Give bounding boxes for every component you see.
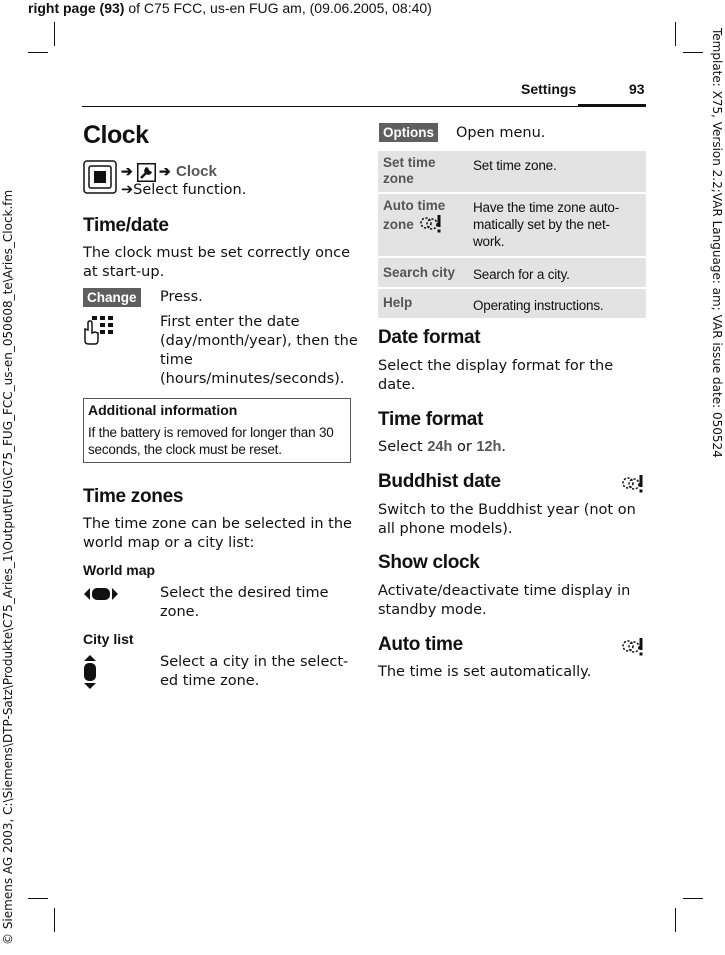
show-clock-text: Activate/deactivate time display in standby mode. [378,583,631,618]
option-12h: 12h [476,439,502,455]
info-title: Additional information [88,402,238,418]
option-value: Search for a city. [473,267,570,282]
time-date-intro: The clock must be set correctly once at start-up. [83,245,351,280]
option-value: Set time zone. [473,158,557,173]
page-title: Clock [83,121,149,149]
world-map-label: World map [83,562,156,578]
menu-path-clock: Clock [176,163,217,180]
date-format-heading: Date format [378,327,481,348]
print-slug-top: right page (93) of C75 FCC, us-en FUG am, (09.06.2005, 08:40) [28,0,432,16]
city-list-label: City list [83,631,134,647]
crop-mark [54,22,55,46]
keypad-hand-icon [83,315,117,349]
option-value: Have the time zone auto-matically set by the net-work. [473,200,620,249]
page-number: 93 [629,81,645,97]
left-right-navigation-key-icon [83,586,119,606]
auto-time-text: The time is set automatically. [378,664,592,680]
options-table [378,151,646,320]
buddhist-date-heading: Buddhist date [378,471,501,492]
change-description: Press. [160,289,203,305]
crop-mark [675,908,676,932]
enter-date-description: First enter the date (day/month/year), then the time (hours/minutes/seconds). [160,314,358,387]
option-label: Search city [383,265,456,280]
auto-time-heading: Auto time [378,634,463,655]
select-function-text: ➔Select function. [121,182,247,198]
table-row [378,289,646,320]
option-value: Operating instructions. [473,298,604,313]
up-down-navigation-key-icon [83,654,97,694]
print-slug-left: © Siemens AG 2003, C:\Siemens\DTP-Satz\Produkte\C75_Aries_1\Output\FUG\C75_FUG_FCC_us-en_050608_te\Aries_Clock.fm [1,189,15,945]
city-list-description: Select a city in the select-ed time zone. [160,654,349,689]
info-text: If the battery is removed for longer than 30 seconds, the clock must be reset. [88,425,334,457]
time-zones-intro: The time zone can be selected in the world map or a city list: [83,516,352,551]
crop-mark [28,898,48,899]
crop-mark [675,22,676,46]
option-24h: 24h [427,439,453,455]
world-map-description: Select the desired time zone. [160,585,329,620]
time-zones-heading: Time zones [83,486,184,507]
network-dependent-icon [420,214,441,233]
crop-mark [54,908,55,932]
main-menu-key-icon [83,160,117,198]
option-label: Set time zone [383,155,436,186]
options-description: Open menu. [456,125,546,141]
crop-mark [28,52,48,53]
table-row [378,194,646,258]
option-label: Auto time zone [383,198,446,232]
time-format-text: Select 24h or 12h. [378,439,507,455]
header-rule [82,106,646,107]
options-softkey: Options [379,123,438,142]
network-dependent-icon [622,474,643,493]
crop-mark [683,898,703,899]
table-row [378,258,646,289]
option-label: Help [383,295,413,310]
nav-arrow: ➔ [159,163,171,179]
network-dependent-icon [622,637,643,656]
additional-info-box [83,398,351,463]
date-format-text: Select the display format for the date. [378,358,614,393]
crop-mark [683,52,703,53]
header-section: Settings [521,81,577,97]
show-clock-heading: Show clock [378,552,480,573]
time-date-heading: Time/date [83,215,169,236]
buddhist-date-text: Switch to the Buddhist year (not on all phone models). [378,502,636,537]
header-page-bar [578,104,646,107]
change-softkey: Change [83,288,141,307]
print-slug-right: Template: X75, Version 2.2;VAR Language: am; VAR issue date: 050524 [710,28,724,458]
table-row [378,151,646,194]
nav-arrow: ➔ [121,163,133,179]
time-format-heading: Time format [378,409,484,430]
